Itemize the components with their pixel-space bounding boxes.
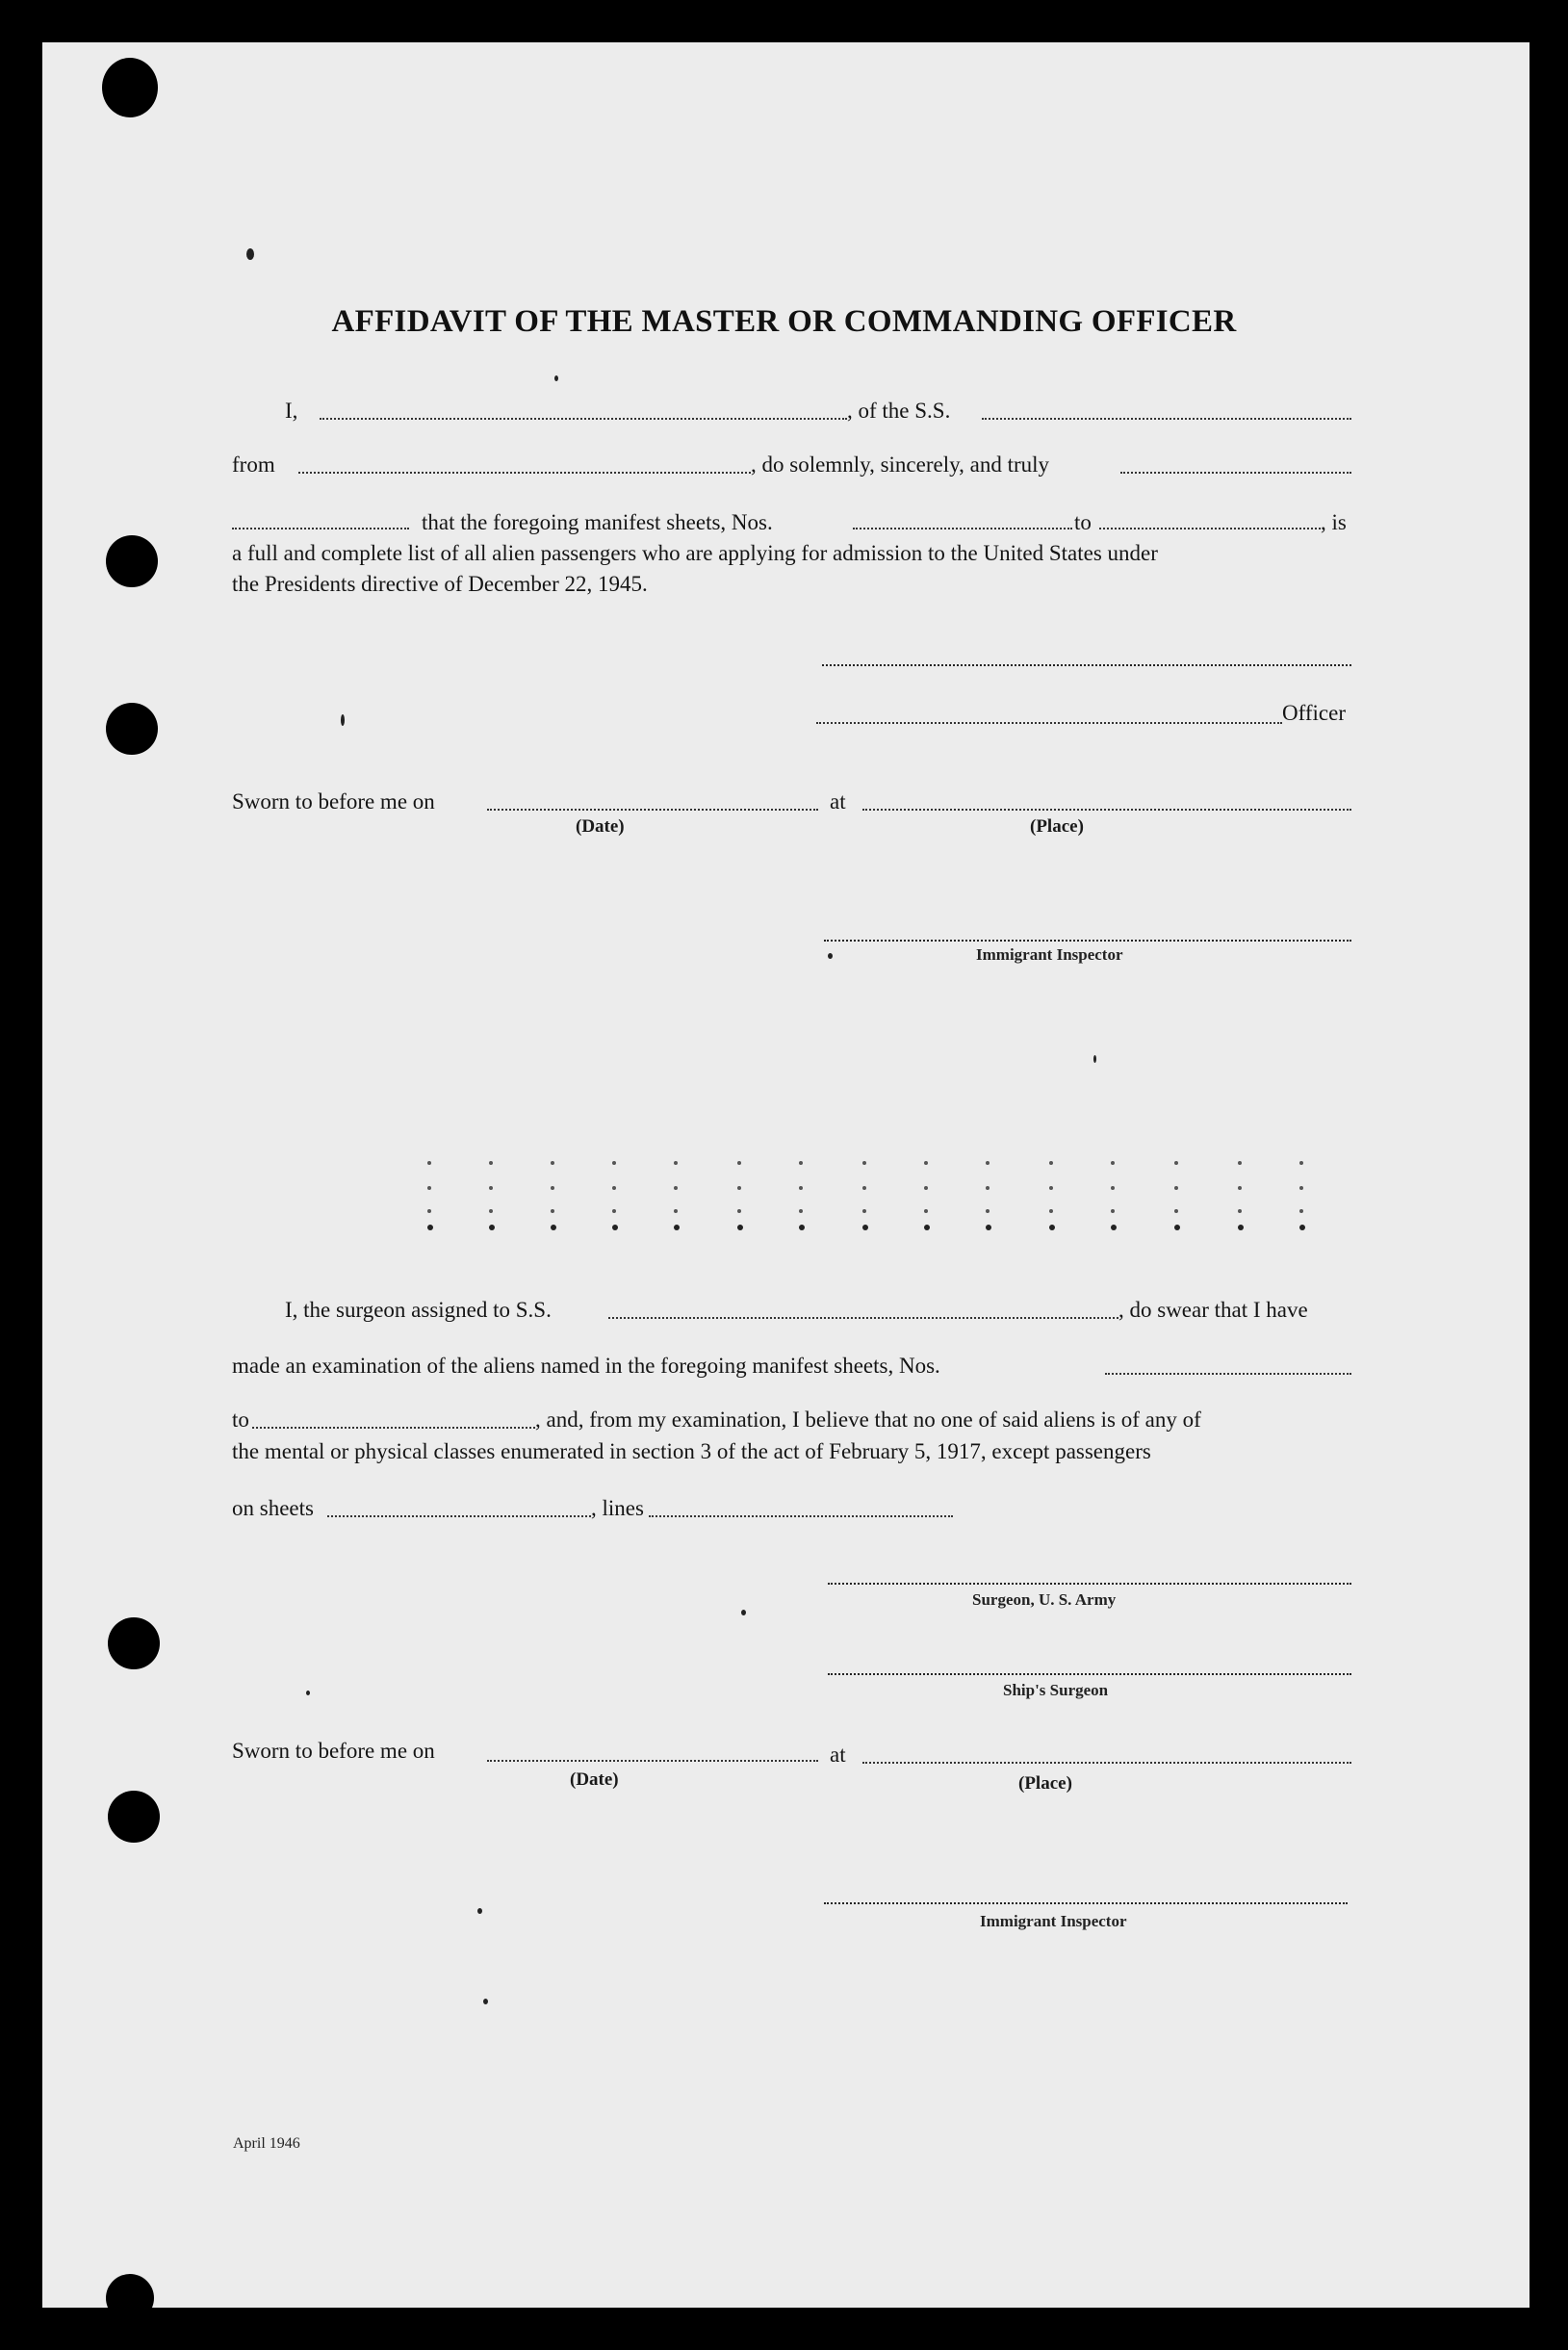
separator-dot xyxy=(551,1225,556,1230)
separator-dot xyxy=(986,1225,991,1230)
separator-dot xyxy=(1238,1209,1242,1213)
separator-dot xyxy=(551,1161,554,1165)
separator-dot xyxy=(612,1186,616,1190)
place-caption: (Place) xyxy=(1030,816,1084,837)
surgeon-to-field[interactable] xyxy=(252,1427,535,1429)
place-caption-bottom: (Place) xyxy=(1018,1773,1072,1794)
inspector-signature-line-bottom[interactable] xyxy=(824,1902,1348,1904)
surgeon-line4: the mental or physical classes enumerated in section 3 of the act of February 5, 1917, except passengers xyxy=(232,1439,1151,1463)
separator-dot xyxy=(551,1186,554,1190)
separator-dot xyxy=(1049,1161,1053,1165)
inspector-signature-line[interactable] xyxy=(824,940,1351,942)
sworn-place-field[interactable] xyxy=(862,809,1351,811)
surgeon-line3-rest: , and, from my examination, I believe that no one of said aliens is of any of xyxy=(535,1407,1201,1432)
ship-surgeon-signature-line[interactable] xyxy=(828,1673,1351,1675)
surgeon-line5-lines: , lines xyxy=(591,1496,644,1520)
separator-dot xyxy=(427,1186,431,1190)
port-from-field[interactable] xyxy=(298,472,751,474)
separator-dot xyxy=(737,1209,741,1213)
affidavit-title: AFFIDAVIT OF THE MASTER OR COMMANDING OFFICER xyxy=(331,304,1237,339)
separator-dot xyxy=(799,1209,803,1213)
separator-dot xyxy=(674,1225,680,1230)
at-label: at xyxy=(830,789,846,813)
ship-surgeon-label: Ship's Surgeon xyxy=(1003,1681,1109,1699)
form-page xyxy=(42,42,1529,2308)
inspector-label: Immigrant Inspector xyxy=(976,945,1123,964)
ink-speck xyxy=(341,714,345,726)
separator-dot xyxy=(1238,1161,1242,1165)
ink-speck xyxy=(1093,1055,1096,1063)
ink-speck xyxy=(554,375,558,381)
separator-dot xyxy=(737,1186,741,1190)
separator-dot xyxy=(427,1225,433,1230)
surgeon-line5-sheets: on sheets xyxy=(232,1496,314,1520)
manifest-from-field[interactable] xyxy=(853,528,1072,529)
ship-name-field[interactable] xyxy=(982,418,1351,420)
separator-dot xyxy=(489,1209,493,1213)
separator-dot xyxy=(1238,1225,1244,1230)
separator-dot xyxy=(427,1209,431,1213)
officer-signature-field[interactable] xyxy=(816,722,1282,724)
line2-from: from xyxy=(232,452,275,477)
line5: the Presidents directive of December 22, 1945. xyxy=(232,572,648,596)
ink-speck xyxy=(483,1999,488,2004)
separator-dot xyxy=(1111,1225,1117,1230)
separator-dot xyxy=(862,1161,866,1165)
sworn-date-field[interactable] xyxy=(487,809,818,811)
separator-dot xyxy=(1049,1225,1055,1230)
separator-dot xyxy=(1238,1186,1242,1190)
separator-dot xyxy=(986,1186,990,1190)
separator-dot xyxy=(612,1209,616,1213)
signature-line[interactable] xyxy=(822,664,1351,666)
army-surgeon-signature-line[interactable] xyxy=(828,1583,1351,1585)
surgeon-line1-end: , do swear that I have xyxy=(1118,1298,1308,1322)
separator-dot xyxy=(674,1209,678,1213)
ink-speck xyxy=(477,1908,482,1914)
separator-dot xyxy=(1299,1161,1303,1165)
lines-field[interactable] xyxy=(649,1515,953,1517)
separator-dot xyxy=(674,1161,678,1165)
separator-dot xyxy=(1174,1186,1178,1190)
ink-speck xyxy=(246,248,254,260)
separator-dot xyxy=(1049,1186,1053,1190)
line2-solemnly: , do solemnly, sincerely, and truly xyxy=(751,452,1050,477)
separator-dot xyxy=(799,1225,805,1230)
separator-dot xyxy=(924,1209,928,1213)
separator-dot xyxy=(924,1225,930,1230)
separator-dot xyxy=(799,1161,803,1165)
officer-label: Officer xyxy=(1282,701,1346,725)
line3-to: to xyxy=(1074,510,1092,534)
punch-hole xyxy=(106,703,158,755)
punch-hole xyxy=(102,58,158,117)
ink-speck xyxy=(741,1610,746,1615)
separator-dot xyxy=(1111,1186,1115,1190)
separator-dot xyxy=(1111,1161,1115,1165)
separator-dot xyxy=(862,1209,866,1213)
line3-manifest: that the foregoing manifest sheets, Nos. xyxy=(422,510,773,534)
separator-dot xyxy=(1174,1209,1178,1213)
separator-dot xyxy=(799,1186,803,1190)
sworn-place-field-bottom[interactable] xyxy=(862,1762,1351,1764)
date-caption: (Date) xyxy=(576,816,625,837)
punch-hole xyxy=(108,1617,160,1669)
line4: a full and complete list of all alien passengers who are applying for admission to the United States under xyxy=(232,541,1158,565)
at-label-bottom: at xyxy=(830,1743,846,1767)
separator-dot xyxy=(1299,1209,1303,1213)
separator-dot xyxy=(986,1209,990,1213)
separator-dot xyxy=(924,1186,928,1190)
punch-hole xyxy=(106,2274,154,2322)
separator-dot xyxy=(862,1225,868,1230)
form-date: April 1946 xyxy=(233,2135,300,2152)
separator-dot xyxy=(551,1209,554,1213)
manifest-to-field[interactable] xyxy=(1099,528,1321,529)
sworn-date-field-bottom[interactable] xyxy=(487,1760,818,1762)
line1-i: I, xyxy=(285,399,298,423)
inspector-label-bottom: Immigrant Inspector xyxy=(980,1912,1127,1930)
separator-dot xyxy=(489,1161,493,1165)
surgeon-line2: made an examination of the aliens named in the foregoing manifest sheets, Nos. xyxy=(232,1354,940,1378)
army-surgeon-label: Surgeon, U. S. Army xyxy=(972,1590,1117,1609)
separator-dot xyxy=(612,1225,618,1230)
line3-is: , is xyxy=(1321,510,1347,534)
separator-dot xyxy=(612,1161,616,1165)
separator-dot xyxy=(737,1161,741,1165)
separator-dot xyxy=(674,1186,678,1190)
punch-hole xyxy=(106,535,158,587)
ink-speck xyxy=(828,953,833,959)
separator-dot xyxy=(924,1161,928,1165)
sworn-label-bottom: Sworn to before me on xyxy=(232,1739,435,1763)
separator-dot xyxy=(1299,1225,1305,1230)
separator-dot xyxy=(489,1186,493,1190)
swear-field[interactable] xyxy=(1120,472,1351,474)
surgeon-ship-field[interactable] xyxy=(608,1317,1118,1319)
separator-dot xyxy=(737,1225,743,1230)
separator-dot xyxy=(1174,1161,1178,1165)
separator-dot xyxy=(1299,1186,1303,1190)
date-caption-bottom: (Date) xyxy=(570,1769,619,1790)
ink-speck xyxy=(306,1691,310,1695)
separator-dot xyxy=(427,1161,431,1165)
separator-dot xyxy=(1111,1209,1115,1213)
surgeon-line1-start: I, the surgeon assigned to S.S. xyxy=(285,1298,552,1322)
separator-dot xyxy=(1174,1225,1180,1230)
sworn-label: Sworn to before me on xyxy=(232,789,435,813)
sheets-field[interactable] xyxy=(327,1515,591,1517)
surgeon-nos-field[interactable] xyxy=(1105,1373,1351,1375)
separator-dot xyxy=(862,1186,866,1190)
separator-dot xyxy=(489,1225,495,1230)
punch-hole xyxy=(108,1791,160,1843)
surgeon-line3-to: to xyxy=(232,1407,249,1432)
separator-dot xyxy=(1049,1209,1053,1213)
separator-dot xyxy=(986,1161,990,1165)
line1-of-ss: , of the S.S. xyxy=(847,399,951,423)
master-name-field[interactable] xyxy=(320,418,847,420)
swear-affirm-field[interactable] xyxy=(232,528,409,529)
